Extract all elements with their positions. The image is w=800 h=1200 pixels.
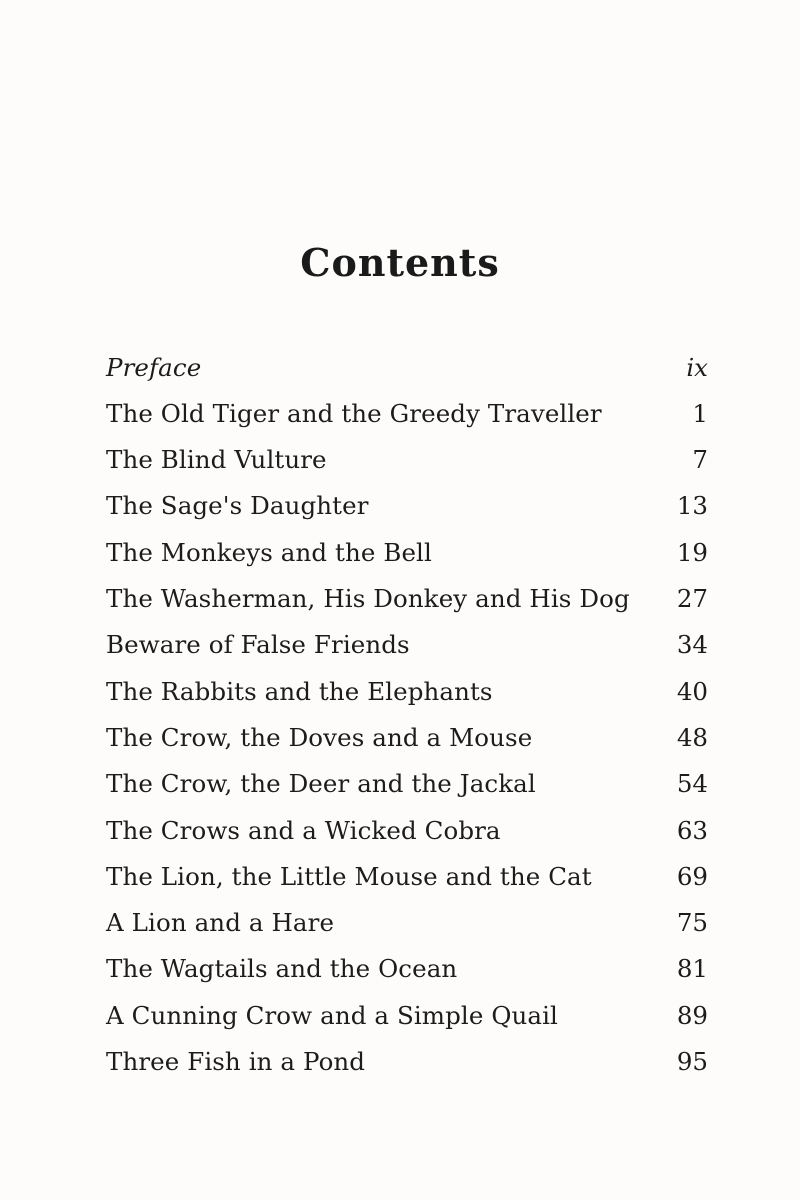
toc-entry-title: The Blind Vulture <box>106 445 327 475</box>
toc-entry-page: 95 <box>676 1047 708 1077</box>
toc-entry-title: The Washerman, His Donkey and His Dog <box>106 584 630 614</box>
toc-entry-page: 13 <box>676 491 708 521</box>
toc-entry <box>106 519 708 565</box>
toc-entry-title: The Crow, the Deer and the Jackal <box>106 769 536 799</box>
toc-entry-title: The Old Tiger and the Greedy Traveller <box>106 398 602 428</box>
toc-entry <box>106 380 708 426</box>
toc-entry <box>106 612 708 658</box>
page-title: Contents <box>300 240 500 285</box>
toc-entry-title: The Wagtails and the Ocean <box>106 954 458 984</box>
toc-entry-page: 1 <box>692 398 708 428</box>
toc-entry-page: 81 <box>676 954 708 984</box>
toc-entry-title: A Lion and a Hare <box>106 908 335 938</box>
toc-entry <box>106 751 708 797</box>
toc-entry <box>106 797 708 843</box>
toc-entry-title: The Monkeys and the Bell <box>106 537 432 567</box>
toc-entry-page: 63 <box>676 815 708 845</box>
table-of-contents <box>106 334 708 1075</box>
toc-entry <box>106 704 708 750</box>
toc-entry-title: Beware of False Friends <box>106 630 410 660</box>
toc-entry-title: The Lion, the Little Mouse and the Cat <box>106 861 592 891</box>
toc-entry <box>106 1028 708 1077</box>
toc-entry <box>106 427 708 473</box>
toc-entry-page: 89 <box>676 1000 708 1030</box>
toc-entry-page: ix <box>686 352 708 382</box>
toc-entry-title: Three Fish in a Pond <box>106 1047 366 1077</box>
toc-entry-page: 54 <box>676 769 708 799</box>
toc-entry <box>106 936 708 982</box>
toc-entry-title: The Sage's Daughter <box>106 491 369 521</box>
toc-entry-page: 19 <box>676 537 708 567</box>
toc-entry-page: 34 <box>676 630 708 660</box>
toc-entry-page: 7 <box>692 445 708 475</box>
toc-entry-page: 75 <box>676 908 708 938</box>
toc-entry-title: The Crow, the Doves and a Mouse <box>106 722 533 752</box>
toc-entry <box>106 982 708 1028</box>
toc-entry-title: Preface <box>106 352 202 382</box>
toc-entry-page: 27 <box>676 584 708 614</box>
toc-entry <box>106 890 708 936</box>
toc-entry-title: The Rabbits and the Elephants <box>106 676 493 706</box>
toc-entry-page: 69 <box>676 861 708 891</box>
toc-entry <box>106 658 708 704</box>
toc-entry-title: A Cunning Crow and a Simple Quail <box>106 1000 558 1030</box>
toc-entry-page: 48 <box>676 722 708 752</box>
toc-entry-preface <box>106 334 708 380</box>
toc-entry <box>106 843 708 889</box>
toc-entry <box>106 473 708 519</box>
toc-entry-page: 40 <box>676 676 708 706</box>
toc-entry-title: The Crows and a Wicked Cobra <box>106 815 501 845</box>
toc-entry <box>106 565 708 614</box>
